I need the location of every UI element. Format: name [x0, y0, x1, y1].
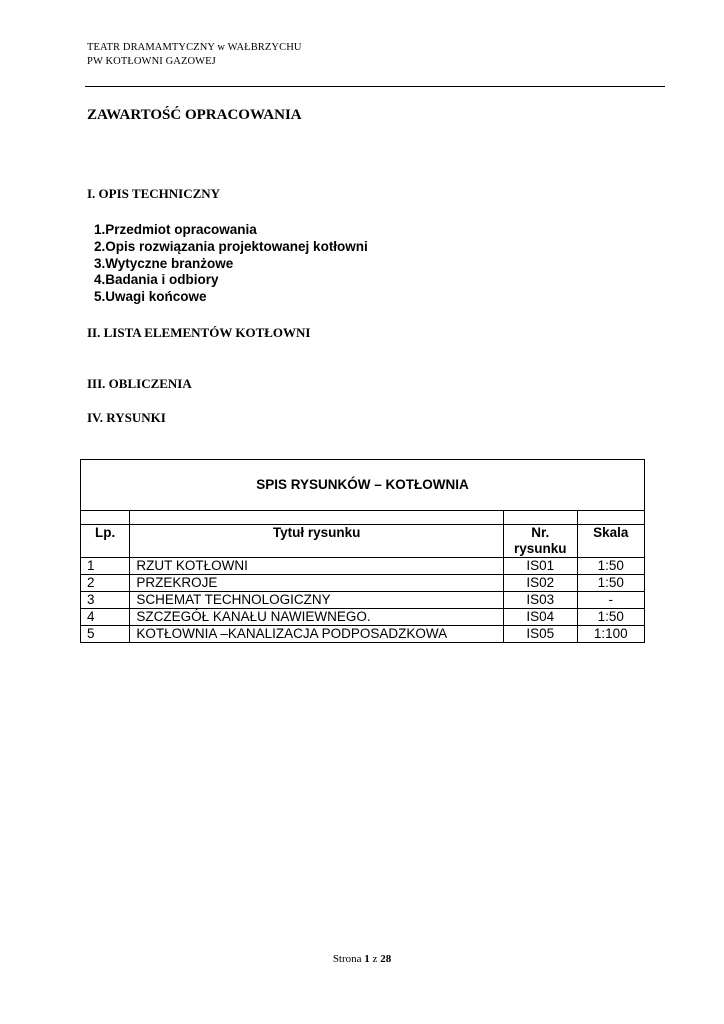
table-row	[81, 575, 645, 592]
toc-item: 1.Przedmiot opracowania	[94, 222, 257, 237]
cell-lp: 5	[81, 626, 130, 643]
drawings-table	[80, 459, 645, 643]
col-header-nr-line2: rysunku	[513, 541, 567, 556]
col-header-lp: Lp.	[81, 525, 130, 558]
table-row	[81, 592, 645, 609]
cell-lp: 4	[81, 609, 130, 626]
section-heading-1: I. OPIS TECHNICZNY	[87, 186, 221, 201]
footer-page-number: 1	[364, 953, 370, 965]
cell-nr: IS03	[503, 592, 577, 609]
cell-title: KOTŁOWNIA –KANALIZACJA PODPOSADZKOWA	[130, 626, 504, 643]
cell-scale: 1:50	[577, 558, 645, 575]
footer-page-total: 28	[380, 953, 392, 965]
cell-nr: IS02	[503, 575, 577, 592]
header-line-2: PW KOTŁOWNI GAZOWEJ	[87, 56, 216, 67]
toc-list	[94, 222, 368, 306]
toc-item: 4.Badania i odbiory	[94, 272, 219, 288]
page-header	[87, 41, 302, 69]
section-heading-2: II. LISTA ELEMENTÓW KOTŁOWNI	[87, 325, 311, 340]
table-caption-row	[81, 460, 645, 511]
table-spacer-row	[81, 511, 645, 525]
cell-scale: -	[577, 592, 645, 609]
cell-title: SCHEMAT TECHNOLOGICZNY	[130, 592, 504, 609]
table-row	[81, 626, 645, 643]
table-row	[81, 609, 645, 626]
footer-separator: z	[372, 953, 378, 965]
toc-item: 3.Wytyczne branżowe	[94, 255, 234, 271]
document-title: ZAWARTOŚĆ OPRACOWANIA	[87, 107, 302, 123]
cell-nr: IS05	[503, 626, 577, 643]
section-heading-4: IV. RYSUNKI	[87, 410, 166, 425]
cell-nr: IS04	[503, 609, 577, 626]
cell-title: PRZEKROJE	[130, 575, 504, 592]
section-heading-3: III. OBLICZENIA	[87, 376, 192, 391]
cell-scale: 1:100	[577, 626, 645, 643]
cell-nr: IS01	[503, 558, 577, 575]
cell-lp: 1	[81, 558, 130, 575]
col-header-nr	[503, 525, 577, 558]
header-line-1: TEATR DRAMAMTYCZNY w WAŁBRZYCHU	[87, 42, 302, 53]
table-row	[81, 558, 645, 575]
toc-item: 5.Uwagi końcowe	[94, 289, 207, 305]
cell-scale: 1:50	[577, 575, 645, 592]
cell-scale: 1:50	[577, 609, 645, 626]
table-caption: SPIS RYSUNKÓW – KOTŁOWNIA	[81, 460, 645, 511]
cell-lp: 3	[81, 592, 130, 609]
page-footer	[0, 953, 724, 965]
toc-item: 2.Opis rozwiązania projektowanej kotłowni	[94, 238, 368, 254]
table-header-row	[81, 525, 645, 558]
col-header-nr-line1: Nr.	[531, 525, 550, 540]
cell-title: SZCZEGÓŁ KANAŁU NAWIEWNEGO.	[130, 609, 504, 626]
col-header-scale: Skala	[577, 525, 645, 558]
cell-lp: 2	[81, 575, 130, 592]
footer-prefix: Strona	[332, 953, 362, 965]
header-divider	[85, 86, 665, 87]
cell-title: RZUT KOTŁOWNI	[130, 558, 504, 575]
col-header-title: Tytuł rysunku	[130, 525, 504, 558]
